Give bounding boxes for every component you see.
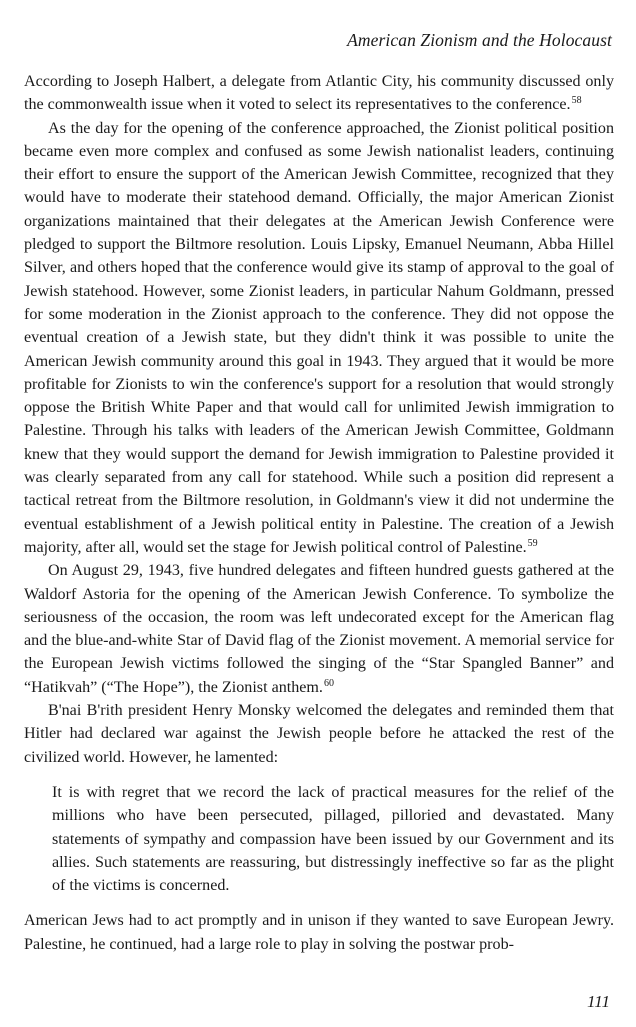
body-text — [24, 70, 614, 956]
block-quote — [52, 781, 614, 897]
running-head: American Zionism and the Holocaust — [347, 30, 612, 50]
paragraph-4-text: B'nai B'rith president Henry Monsky welcomed the delegates and reminded them that Hitler had declared war against the Jewish people before he attacked the rest of the civilized world. However, he lamented: — [24, 702, 614, 766]
paragraph-2-text: As the day for the opening of the conference approached, the Zionist political position became even more complex and confused as some Jewish nationalist leaders, continuing their effort to ensure the support of the American Jewish Committee, recognized that they would have to moderate their statehood demand. Officially, the major American Zionist organizations maintained that their delegates at the American Jewish Conference were pledged to support the Biltmore resolution. Louis Lipsky, Emanuel Neumann, Abba Hillel Silver, and others hoped that the conference would give its stamp of approval to the goal of Jewish statehood. However, some Zionist leaders, in particular Nahum Goldmann, pressed for some moderation in the Zionist approach to the conference. They did not oppose the eventual creation of a Jewish state, but they didn't think it was possible to unite the American Jewish community around this goal in 1943. They argued that it would be more profitable for Zionists to win the conference's support for a resolution that would strongly oppose the British White Paper and that would call for unlimited Jewish immigration to Palestine. Through his talks with leaders of the American Jewish Committee, Goldmann knew that they would support the demand for Jewish immigration to Palestine provided it was clearly separated from any call for statehood. While such a position did represent a tactical retreat from the Biltmore resolution, in Goldmann's view it did not undermine the eventual establishment of a Jewish political entity in Palestine. The creation of a Jewish majority, after all, would set the stage for Jewish political control of Palestine. — [24, 119, 614, 556]
page-number: 111 — [587, 992, 610, 1011]
paragraph-2 — [24, 117, 614, 560]
book-page — [24, 0, 614, 1027]
footnote-ref-59: 59 — [527, 537, 538, 549]
footnote-ref-58: 58 — [571, 95, 582, 107]
paragraph-3 — [24, 559, 614, 699]
footnote-ref-60: 60 — [323, 677, 334, 689]
paragraph-1-text: According to Joseph Halbert, a delegate from Atlantic City, his community discussed only the commonwealth issue when it voted to select its representatives to the conference. — [24, 73, 614, 114]
block-quote-text: It is with regret that we record the lack of practical measures for the relief of the millions who have been persecuted, pillaged, pilloried and devastated. Many statements of sympathy and compassion have been issued by our Government and its allies. Such statements are reassuring, but distressingly ineffective so far as the plight of the victims is concerned. — [52, 783, 614, 895]
paragraph-5: American Jews had to act promptly and in unison if they wanted to save European Jewry. Palestine, he continued, had a large role to play in solving the postwar prob- — [24, 912, 614, 953]
paragraph-4 — [24, 699, 614, 769]
paragraph-1 — [24, 70, 614, 117]
paragraph-3-text: On August 29, 1943, five hundred delegates and fifteen hundred guests gathered at the Waldorf Astoria for the opening of the American Jewish Conference. To symbolize the seriousness of the occasion, the room was left undecorated except for the American flag and the blue-and-white Star of David flag of the Zionist movement. A memorial service for the European Jewish victims followed the singing of the “Star Spangled Banner” and “Hatikvah” (“The Hope”), the Zionist anthem. — [24, 562, 614, 696]
